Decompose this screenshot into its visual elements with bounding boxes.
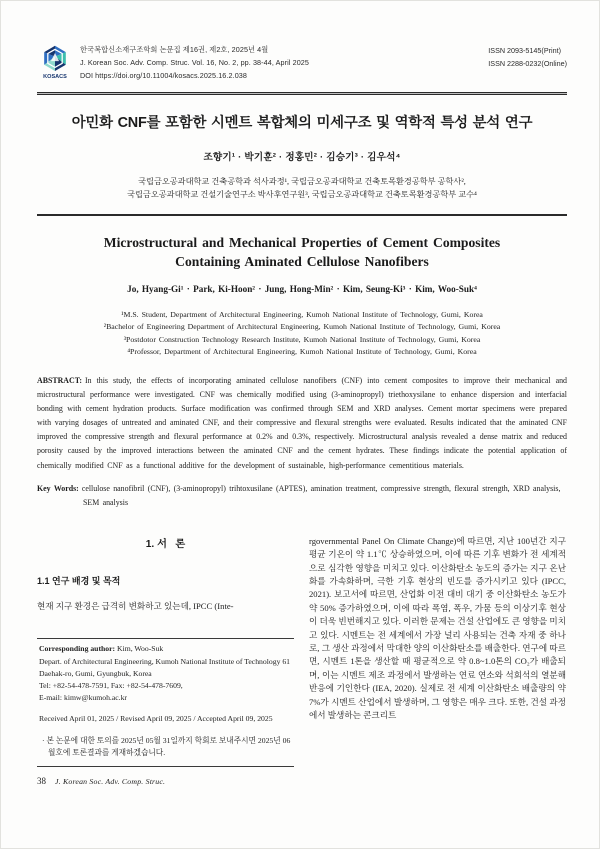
- kosacs-logo: [37, 44, 73, 85]
- journal-header: [37, 43, 567, 85]
- keywords-label: Key Words:: [37, 483, 79, 493]
- received-dates: Received April 01, 2025 / Revised April 09, 2025 / Accepted April 09, 2025: [39, 714, 273, 724]
- issn-online: ISSN 2288-0232(Online): [488, 59, 567, 68]
- corresponding-author-email: E-mail: kimw@kumoh.ac.kr: [39, 693, 127, 703]
- keywords: [37, 482, 567, 510]
- section-1-heading: 1. 서 론: [145, 538, 186, 550]
- body-paragraph-right: rgovernmental Panel On Climate Change)에 따르면, 지난 100년간 지구 평균 기온이 약 1.1℃ 상승하였으며, 이에 따른 기후 변화가 전 세계적으로 심각한 영향을 미치고 있다. 이산화탄소 농도의 증가는 지구 온난화를 가속화하며, 극한 기후 현상의 빈도를 증가시키고 있다 (IPCC, 2021). 보고서에 따르면, 산업화 이전 대비 대기 중 이산화탄소 농도가 약 50% 증가하였으며, 이에 따라 폭염, 폭우, 가뭄 등의 이상기후 현상이 더욱 빈번해지고 있다. 이러한 문제는 건설 산업에도 큰 영향을 미치고 있다. 시멘트는 전 세계에서 가장 널리 사용되는 건축 자재 중 하나로, 그 생산 과정에서 막대한 양의 이산화탄소를 배출한다. 연구에 따르면, 시멘트 1톤을 생산할 때 평균적으로 약 0.8~1.0톤의 CO₂가 배출되며, 이는 시멘트 제조 과정에서 발생하는 연료 연소와 석회석의 열분해 반응에 기인한다 (IEA, 2020). 실제로 전 세계 이산화탄소 배출량의 약 7%가 시멘트 산업에서 발생하며, 그 영향은 매우 크다. 또한, 건설 과정에서 발생하는 콘크리트: [309, 535, 566, 721]
- title-divider: [37, 214, 567, 216]
- abstract-label: ABSTRACT:: [37, 375, 83, 385]
- english-affiliation-line: ²Bachelor of Engineering Department of Architectural Engineering, Kumoh National Institute of Technology, Gumi, Korea: [103, 322, 501, 332]
- journal-title-korean: 한국복합신소재구조학회 논문집 제16권, 제2호, 2025년 4월: [80, 45, 269, 54]
- english-affiliations: [37, 309, 567, 359]
- body-paragraph-left: 현재 지구 환경은 급격히 변화하고 있는데, IPCC (Inte-: [37, 600, 234, 611]
- corresponding-author-label: Corresponding author:: [39, 644, 116, 654]
- english-affiliation-line: ¹M.S. Student, Department of Architectural Engineering, Kumoh National Institute of Technology, Gumi, Korea: [121, 309, 483, 319]
- korean-authors: 조향기¹ · 박기훈² · 정홍민² · 김승기³ · 김우석⁴: [203, 152, 401, 163]
- header-divider: [37, 92, 567, 95]
- english-authors: Jo, Hyang-Gi¹ · Park, Ki-Hoon² · Jung, Hong-Min² · Kim, Seung-Ki³ · Kim, Woo-Suk⁴: [127, 283, 477, 294]
- page-footer: [37, 776, 567, 786]
- corresponding-author-address: Depart. of Architectural Engineering, Kumoh National Institute of Technology 61 Daehak-ro, Gumi, Gyungbuk, Korea: [39, 656, 291, 678]
- page-number: 38: [37, 775, 46, 786]
- corresponding-author-telfax: Tel: +82-54-478-7591, Fax: +82-54-478-7609,: [39, 681, 183, 691]
- corresponding-author-line: [39, 643, 294, 655]
- journal-title-english: J. Korean Soc. Adv. Comp. Struc. Vol. 16, No. 2, pp. 38-44, April 2025: [80, 58, 310, 67]
- english-affiliation-line: ³Postdotor Construction Technology Research Institute, Kumoh National Institute of Technology, Gumi, Korea: [123, 334, 481, 344]
- body-columns: [37, 529, 567, 767]
- korean-affiliation-line: 국립금오공과대학교 건축공학과 석사과정¹, 국립금오공과대학교 건축토목환경공학부 공학사²,: [138, 177, 466, 186]
- english-title: Microstructural and Mechanical Properties of Cement Composites Containing Aminated Cellulose Nanofibers: [103, 234, 501, 270]
- journal-header-left: [37, 43, 309, 85]
- issn-print: ISSN 2093-5145(Print): [488, 46, 561, 55]
- corresponding-author-name: Kim, Woo-Suk: [117, 644, 164, 654]
- issn-block: [488, 43, 567, 70]
- korean-affiliation-line: 국립금오공과대학교 건설기술연구소 박사후연구원³, 국립금오공과대학교 건축토목환경공학부 교수⁴: [127, 189, 477, 199]
- journal-doi: DOI https://doi.org/10.11004/kosacs.2025.16.2.038: [80, 71, 247, 80]
- abstract: [37, 374, 567, 473]
- korean-affiliations: [37, 176, 567, 201]
- abstract-text: In this study, the effects of incorporating aminated cellulose nanofibers (CNF) into cement composites to improve their mechanical and microstructural performance were investigated. CNF was chemically modified using (3-aminopropyl) triethoxysilane to enhance dispersion and interfacial bonding with cement hydration products. Surface modification was confirmed through SEM and XRD analyses. Cement mortar specimens were prepared with varying dosages of untreated and aminated CNF, and their compressive and flexural strengths were evaluated. Results indicated that the aminated CNF improved the compressive strength and flexural performance at 0.2% and 0.3%, respectively. Microstructural analysis revealed a dense matrix and reduced porosity caused by the improved interactions between the aminated CNF and the cement hydrates. These findings indicate the potential application of chemically modified CNF as a functional additive for the development of sustainable, high-performance cementitious materials.: [37, 375, 567, 470]
- corresponding-author-footnote: [37, 638, 294, 766]
- footer-journal-name: J. Korean Soc. Adv. Comp. Struc.: [55, 776, 166, 786]
- keywords-text: cellulose nanofibril (CNF), (3-aminopropyl) trihtoxusilane (APTES), amination treatment, compressive strength, flexural strength, XRD analysis, SEM analysis: [81, 483, 561, 507]
- kosacs-logo-icon: [37, 44, 73, 80]
- english-affiliation-line: ⁴Professor, Department of Architectural Engineering, Kumoh National Institute of Technology, Gumi, Korea: [127, 347, 477, 357]
- section-1-1-heading: 1.1 연구 배경 및 목적: [37, 575, 121, 586]
- journal-info: [80, 43, 309, 82]
- kosacs-logo-text: KOSACS: [43, 74, 67, 80]
- discussion-notice: · 본 논문에 대한 토의를 2025년 05월 31일까지 학회로 보내주시면 2025년 06월호에 토론결과를 게재하겠습니다.: [42, 735, 291, 758]
- left-column: [37, 529, 294, 767]
- korean-title: 아민화 CNF를 포함한 시멘트 복합체의 미세구조 및 역학적 특성 분석 연구: [71, 115, 533, 131]
- right-column: [309, 529, 566, 767]
